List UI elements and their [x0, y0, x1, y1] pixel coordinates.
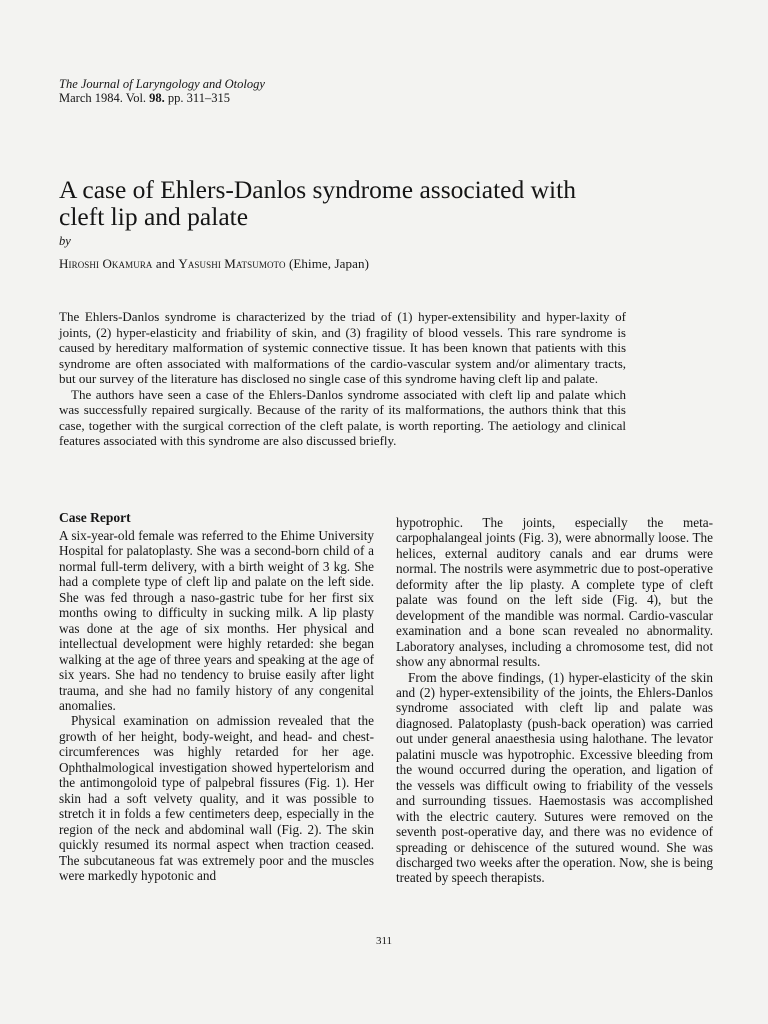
author-line: [59, 256, 369, 272]
abstract: [59, 309, 626, 449]
abstract-paragraph: The authors have seen a case of the Ehlers-Danlos syndrome associated with cleft lip and palate which was successfully repaired surgically. Because of the rarity of its malformations, the authors think that this case, together with the surgical correction of the cleft palate, is worth reporting. The aetiology and clinical features associated with this syndrome are also discussed briefly.: [59, 386, 626, 448]
author-affiliation: (Ehime, Japan): [288, 256, 370, 271]
volume-number: 98.: [149, 91, 165, 105]
body-paragraph: A six-year-old female was referred to the Ehime University Hospital for palatoplasty. She was a second-born child of a normal full-term delivery, with a birth weight of 3 kg. She had a complete type of cleft lip and palate on the left side. She was fed through a naso-gastric tube for her first six months owing to difficulty in sucking milk. A lip plasty was done at the age of six months. Her physical and intellectual development were highly retarded: she began walking at the age of three years and speaking at the age of six years. She had no tendency to bruise easily after light trauma, and she had no family history of any congenital anomalies.: [59, 528, 374, 713]
author-name: Yasushi Matsumoto: [178, 256, 286, 271]
left-column: [59, 510, 374, 883]
author-conjunction: and: [155, 256, 175, 271]
page-number: 311: [375, 935, 393, 947]
page-range: pp. 311–315: [167, 91, 230, 105]
abstract-paragraph: The Ehlers-Danlos syndrome is characterized by the triad of (1) hyper-extensibility and hyper-laxity of joints, (2) hyper-elasticity and friability of skin, and (3) fragility of blood vessels. This rare syndrome is caused by hereditary malformation of systemic connective tissue. It has been known that patients with this syndrome are often associated with malformations of the cardio-vascular system and/or alimentary tracts, but our survey of the literature has disclosed no single case of this syndrome having cleft lip and palate.: [59, 309, 626, 386]
byline-by: by: [59, 234, 71, 248]
body-paragraph: hypotrophic. The joints, especially the meta-carpophalangeal joints (Fig. 3), were abnormally loose. The helices, external auditory canals and ear drums were normal. The nostrils were asymmetric due to post-operative deformity after the lip plasty. A complete type of cleft palate was found on the left side (Fig. 4), but the development of the mandible was normal. Cardio-vascular examination and a bone scan revealed no abnormality. Laboratory analyses, including a chromosome test, did not show any abnormal results.: [396, 515, 713, 670]
author-name: Hiroshi Okamura: [59, 256, 153, 271]
body-paragraph: Physical examination on admission revealed that the growth of her height, body-weight, and head- and chest-circumferences was highly retarded for her age. Ophthalmological investigation showed hypertelorism and the antimongoloid type of palpebral fissures (Fig. 1). Her skin had a soft velvety quality, and it was possible to stretch it in folds a few centimeters deep, especially in the region of the neck and abdominal wall (Fig. 2). The skin quickly resumed its normal aspect when traction ceased. The subcutaneous fat was extremely poor and the muscles were markedly hypotonic and: [59, 713, 374, 883]
right-column: [396, 515, 713, 886]
journal-name: The Journal of Laryngology and Otology: [59, 77, 265, 91]
article-title: A case of Ehlers-Danlos syndrome associated with cleft lip and palate: [59, 175, 576, 231]
journal-header: [59, 77, 265, 105]
journal-issue: [59, 91, 230, 105]
body-paragraph: From the above findings, (1) hyper-elasticity of the skin and (2) hyper-extensibility of the joints, the Ehlers-Danlos syndrome associated with cleft lip and palate was diagnosed. Palatoplasty (push-back operation) was carried out under general anaesthesia using halothane. The levator palatini muscle was hypotrophic. Excessive bleeding from the wound occurred during the operation, and ligation of the vessels was difficult owing to friability of the vessels and surrounding tissues. Haemostasis was accomplished with the electric cautery. Sutures were removed on the seventh post-operative day, and there was no evidence of spreading or dehiscence of the sutured wound. She was discharged two weeks after the operation. Now, she is being treated by speech therapists.: [396, 669, 713, 886]
issue-prefix: March 1984. Vol.: [59, 91, 147, 105]
section-heading: Case Report: [59, 510, 131, 525]
